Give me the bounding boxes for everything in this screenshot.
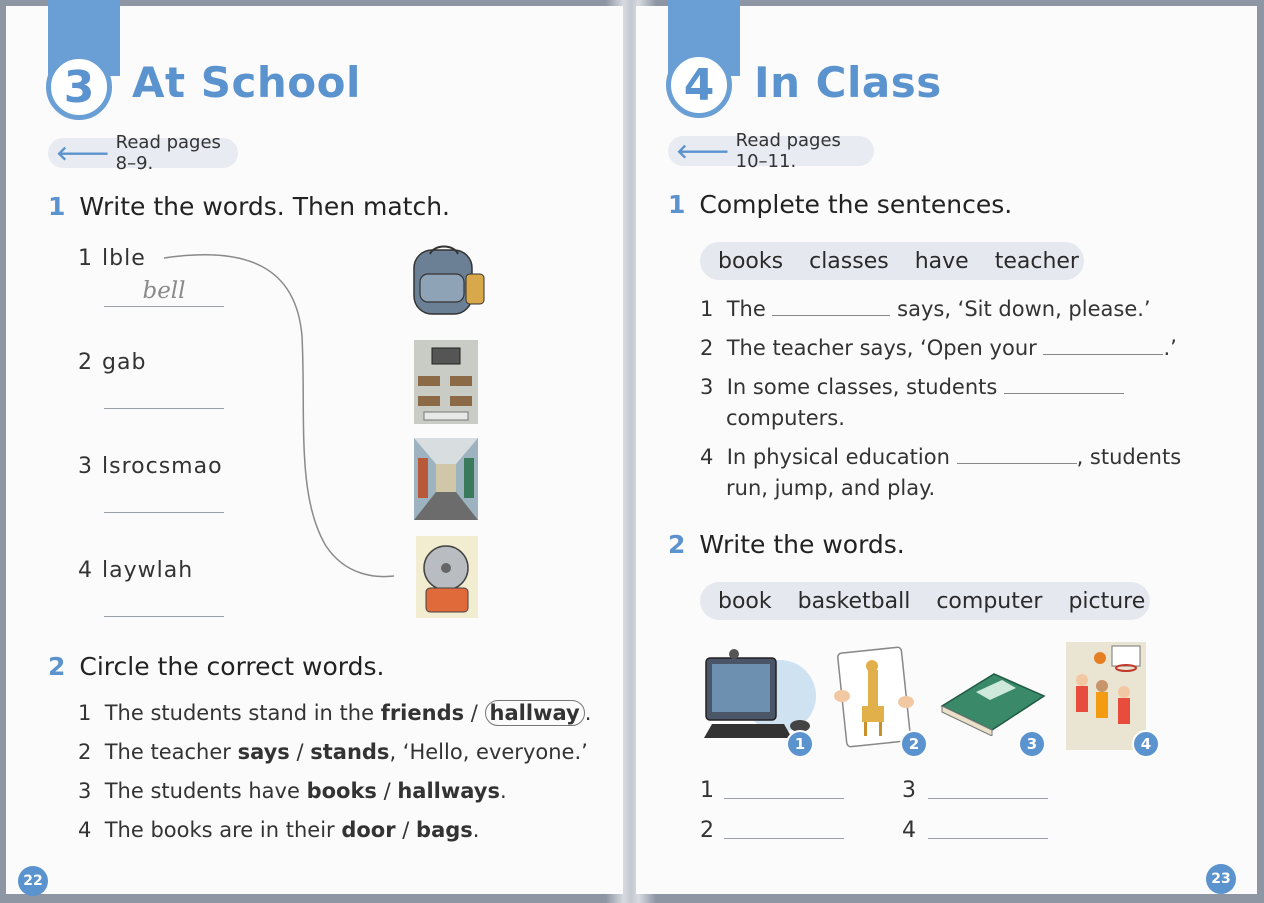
word-box [700,582,1150,620]
page-number: 23 [1206,864,1236,894]
bell-picture [416,536,478,618]
exercise-heading: 2 Circle the correct words. [48,652,385,681]
arrow-left-icon: 🡐 [676,139,730,163]
book-picture [936,666,1046,736]
word-box-item: classes [809,248,889,274]
word-box-item: have [914,248,969,274]
fill-blank[interactable] [1004,373,1124,394]
answer-line[interactable] [724,838,844,839]
left-page [6,6,623,894]
classroom-picture [414,340,478,424]
sentence: 3 In some classes, students computers. [700,372,1124,434]
word-box-item: basketball [797,588,911,614]
exercise-heading: 1 Write the words. Then match. [48,192,450,221]
hallway-picture [414,438,478,520]
fill-blank[interactable] [1043,334,1163,355]
unit-title: In Class [754,58,942,107]
word-box-item: picture [1068,588,1146,614]
handwritten-answer: bell [142,278,186,304]
word-option[interactable]: says [237,740,290,764]
basketball-picture [1066,642,1146,750]
fill-blank[interactable] [772,295,890,316]
sentence: 4 In physical education , students run, jump, and play. [700,445,1182,500]
sentence: 1 The says, ‘Sit down, please.’ [700,297,1151,321]
match-line [156,246,406,586]
word-box-item: teacher [994,248,1079,274]
answer-number: 1 [700,778,714,803]
word-option[interactable]: stands [310,740,390,764]
answer-number: 4 [902,818,916,843]
backpack-picture [404,244,490,320]
fill-blank[interactable] [957,443,1077,464]
unit-title: At School [132,58,361,107]
sentence: 2 The teacher says / stands, ‘Hello, everyone.’ [78,740,588,764]
unit-number-badge: 4 [666,52,732,118]
answer-number: 3 [902,778,916,803]
word-box-item: book [718,588,772,614]
picture-number-badge: 4 [1132,730,1160,758]
arrow-left-icon: 🡐 [56,141,110,165]
exercise-heading: 1 Complete the sentences. [668,190,1013,219]
word-option[interactable]: bags [416,818,473,842]
answer-line[interactable] [928,798,1048,799]
read-pages-pill [48,132,238,174]
page-number: 22 [18,866,48,896]
sentence: 2 The teacher says, ‘Open your .’ [700,336,1177,360]
scramble-item: 2 gab [78,350,147,375]
answer-number: 2 [700,818,714,843]
picture-number-badge: 1 [786,730,814,758]
word-option-circled[interactable]: hallway [485,700,585,726]
sentence: 3 The students have books / hallways. [78,779,507,803]
word-box-item: books [718,248,784,274]
right-page [636,6,1257,894]
sentence: 1 The students stand in the friends / hallway . [78,701,592,725]
exercise-heading: 2 Write the words. [668,530,905,559]
read-pages-text: Read pages 10–11. [735,130,841,172]
answer-line[interactable] [724,798,844,799]
read-pages-pill [668,130,874,172]
word-box [700,242,1084,280]
answer-line[interactable] [928,838,1048,839]
answer-line[interactable] [104,588,224,617]
scramble-item: 1 lble [78,246,146,271]
read-pages-text: Read pages 8–9. [115,132,221,174]
word-option[interactable]: friends [380,701,465,725]
word-option[interactable]: books [306,779,377,803]
sentence: 4 The books are in their door / bags. [78,818,480,842]
word-option[interactable]: door [341,818,396,842]
scramble-item: 4 laywlah [78,558,194,583]
scramble-item: 3 lsrocsmao [78,454,223,479]
picture-number-badge: 3 [1018,730,1046,758]
unit-number-badge: 3 [46,54,112,120]
picture-number-badge: 2 [900,730,928,758]
word-option[interactable]: hallways [397,779,500,803]
word-box-item: computer [936,588,1043,614]
